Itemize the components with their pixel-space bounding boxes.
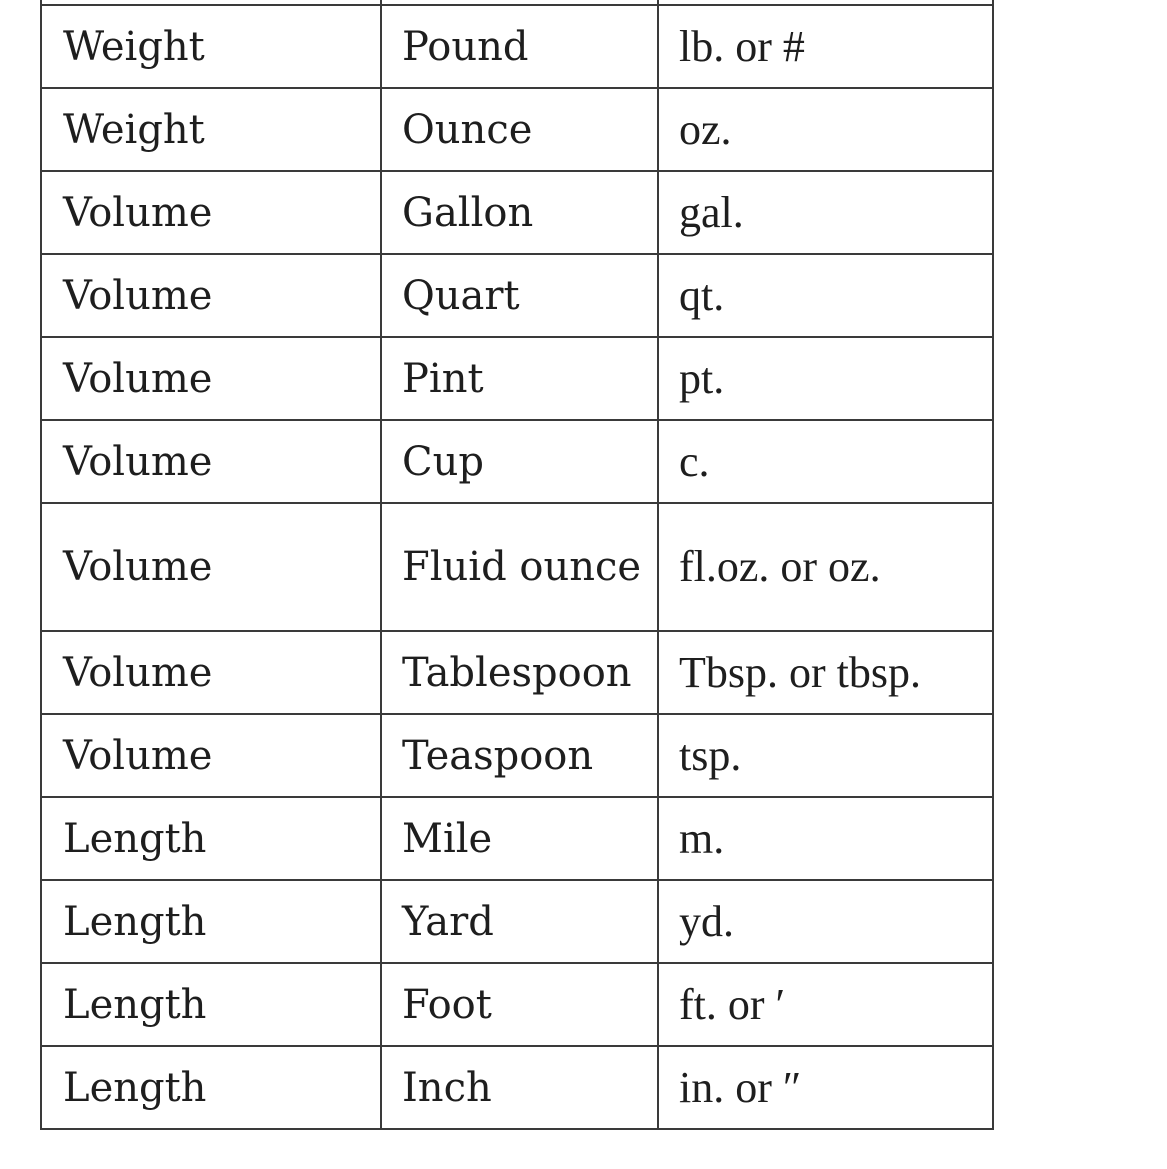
measure-cell: Weight	[41, 5, 381, 88]
units-abbreviation-table	[40, 0, 994, 1130]
measure-cell: Volume	[41, 420, 381, 503]
unit-cell: Cup	[381, 420, 658, 503]
abbreviation-cell: lb. or #	[658, 5, 993, 88]
unit-cell: Fluid ounce	[381, 503, 658, 631]
abbreviation-cell: ft. or ′	[658, 963, 993, 1046]
abbreviation-cell: Tbsp. or tbsp.	[658, 631, 993, 714]
unit-cell: Pint	[381, 337, 658, 420]
unit-cell: Yard	[381, 880, 658, 963]
abbreviation-cell: oz.	[658, 88, 993, 171]
units-table-container	[40, 0, 992, 1130]
abbreviation-cell: pt.	[658, 337, 993, 420]
abbreviation-cell: in. or ″	[658, 1046, 993, 1129]
abbreviation-cell: yd.	[658, 880, 993, 963]
measure-cell: Length	[41, 963, 381, 1046]
unit-cell: Gallon	[381, 171, 658, 254]
table-row	[41, 337, 993, 420]
table-row	[41, 1046, 993, 1129]
table-row	[41, 420, 993, 503]
table-row	[41, 171, 993, 254]
abbreviation-cell: fl.oz. or oz.	[658, 503, 993, 631]
measure-cell: Weight	[41, 88, 381, 171]
measure-cell: Volume	[41, 254, 381, 337]
table-row	[41, 880, 993, 963]
unit-cell: Mile	[381, 797, 658, 880]
abbreviation-cell: qt.	[658, 254, 993, 337]
abbreviation-cell: tsp.	[658, 714, 993, 797]
measure-cell: Length	[41, 880, 381, 963]
measure-cell: Volume	[41, 171, 381, 254]
table-row	[41, 631, 993, 714]
unit-cell: Ounce	[381, 88, 658, 171]
table-row	[41, 714, 993, 797]
unit-cell: Pound	[381, 5, 658, 88]
measure-cell: Volume	[41, 503, 381, 631]
unit-cell: Inch	[381, 1046, 658, 1129]
table-row	[41, 503, 993, 631]
table-row	[41, 797, 993, 880]
unit-cell: Teaspoon	[381, 714, 658, 797]
measure-cell: Length	[41, 1046, 381, 1129]
measure-cell: Volume	[41, 631, 381, 714]
unit-cell: Tablespoon	[381, 631, 658, 714]
table-row	[41, 88, 993, 171]
table-row	[41, 5, 993, 88]
unit-cell: Foot	[381, 963, 658, 1046]
measure-cell: Volume	[41, 337, 381, 420]
abbreviation-cell: m.	[658, 797, 993, 880]
table-row	[41, 254, 993, 337]
abbreviation-cell: c.	[658, 420, 993, 503]
table-row	[41, 963, 993, 1046]
measure-cell: Length	[41, 797, 381, 880]
measure-cell: Volume	[41, 714, 381, 797]
unit-cell: Quart	[381, 254, 658, 337]
abbreviation-cell: gal.	[658, 171, 993, 254]
